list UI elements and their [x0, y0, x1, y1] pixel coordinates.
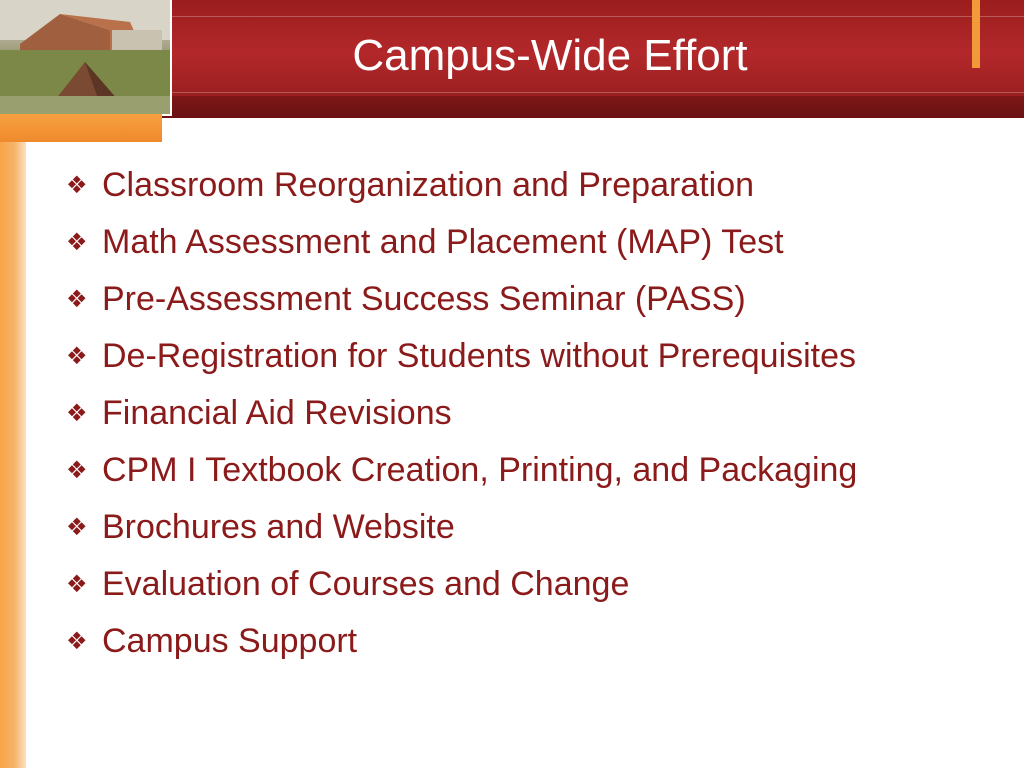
- bullet-item: [66, 447, 966, 494]
- orange-tab: [0, 114, 162, 142]
- bullet-text: Campus Support: [102, 622, 358, 660]
- diamond-bullet-icon: ❖: [66, 229, 88, 256]
- bullet-text: Math Assessment and Placement (MAP) Test: [102, 223, 784, 261]
- header-rule-bottom: [170, 92, 1024, 93]
- diamond-bullet-icon: ❖: [66, 514, 88, 541]
- bullet-item: [66, 219, 966, 266]
- bullet-item: [66, 333, 966, 380]
- bullet-item: [66, 504, 966, 551]
- diamond-bullet-icon: ❖: [66, 457, 88, 484]
- bullet-item: [66, 561, 966, 608]
- bullet-item: [66, 390, 966, 437]
- diamond-bullet-icon: ❖: [66, 628, 88, 655]
- diamond-bullet-icon: ❖: [66, 571, 88, 598]
- bullet-item: [66, 276, 966, 323]
- bullet-item: [66, 618, 966, 665]
- bullet-item: [66, 162, 966, 209]
- header-rule-top: [170, 16, 1024, 17]
- bullet-list: [66, 162, 966, 675]
- slide-title: Campus-Wide Effort: [352, 31, 748, 80]
- bullet-text: Evaluation of Courses and Change: [102, 565, 630, 603]
- bullet-text: Brochures and Website: [102, 508, 455, 546]
- bullet-text: CPM I Textbook Creation, Printing, and Packaging: [102, 451, 858, 489]
- diamond-bullet-icon: ❖: [66, 343, 88, 370]
- diamond-bullet-icon: ❖: [66, 286, 88, 313]
- accent-bar: [972, 0, 980, 68]
- campus-photo-illustration: [0, 0, 170, 114]
- bullet-text: Pre-Assessment Success Seminar (PASS): [102, 280, 746, 318]
- bullet-text: Financial Aid Revisions: [102, 394, 452, 432]
- orange-side-bar: [0, 142, 26, 768]
- campus-photo: [0, 0, 172, 116]
- diamond-bullet-icon: ❖: [66, 172, 88, 199]
- diamond-bullet-icon: ❖: [66, 400, 88, 427]
- bullet-text: De-Registration for Students without Prerequisites: [102, 337, 857, 375]
- bullet-text: Classroom Reorganization and Preparation: [102, 166, 755, 204]
